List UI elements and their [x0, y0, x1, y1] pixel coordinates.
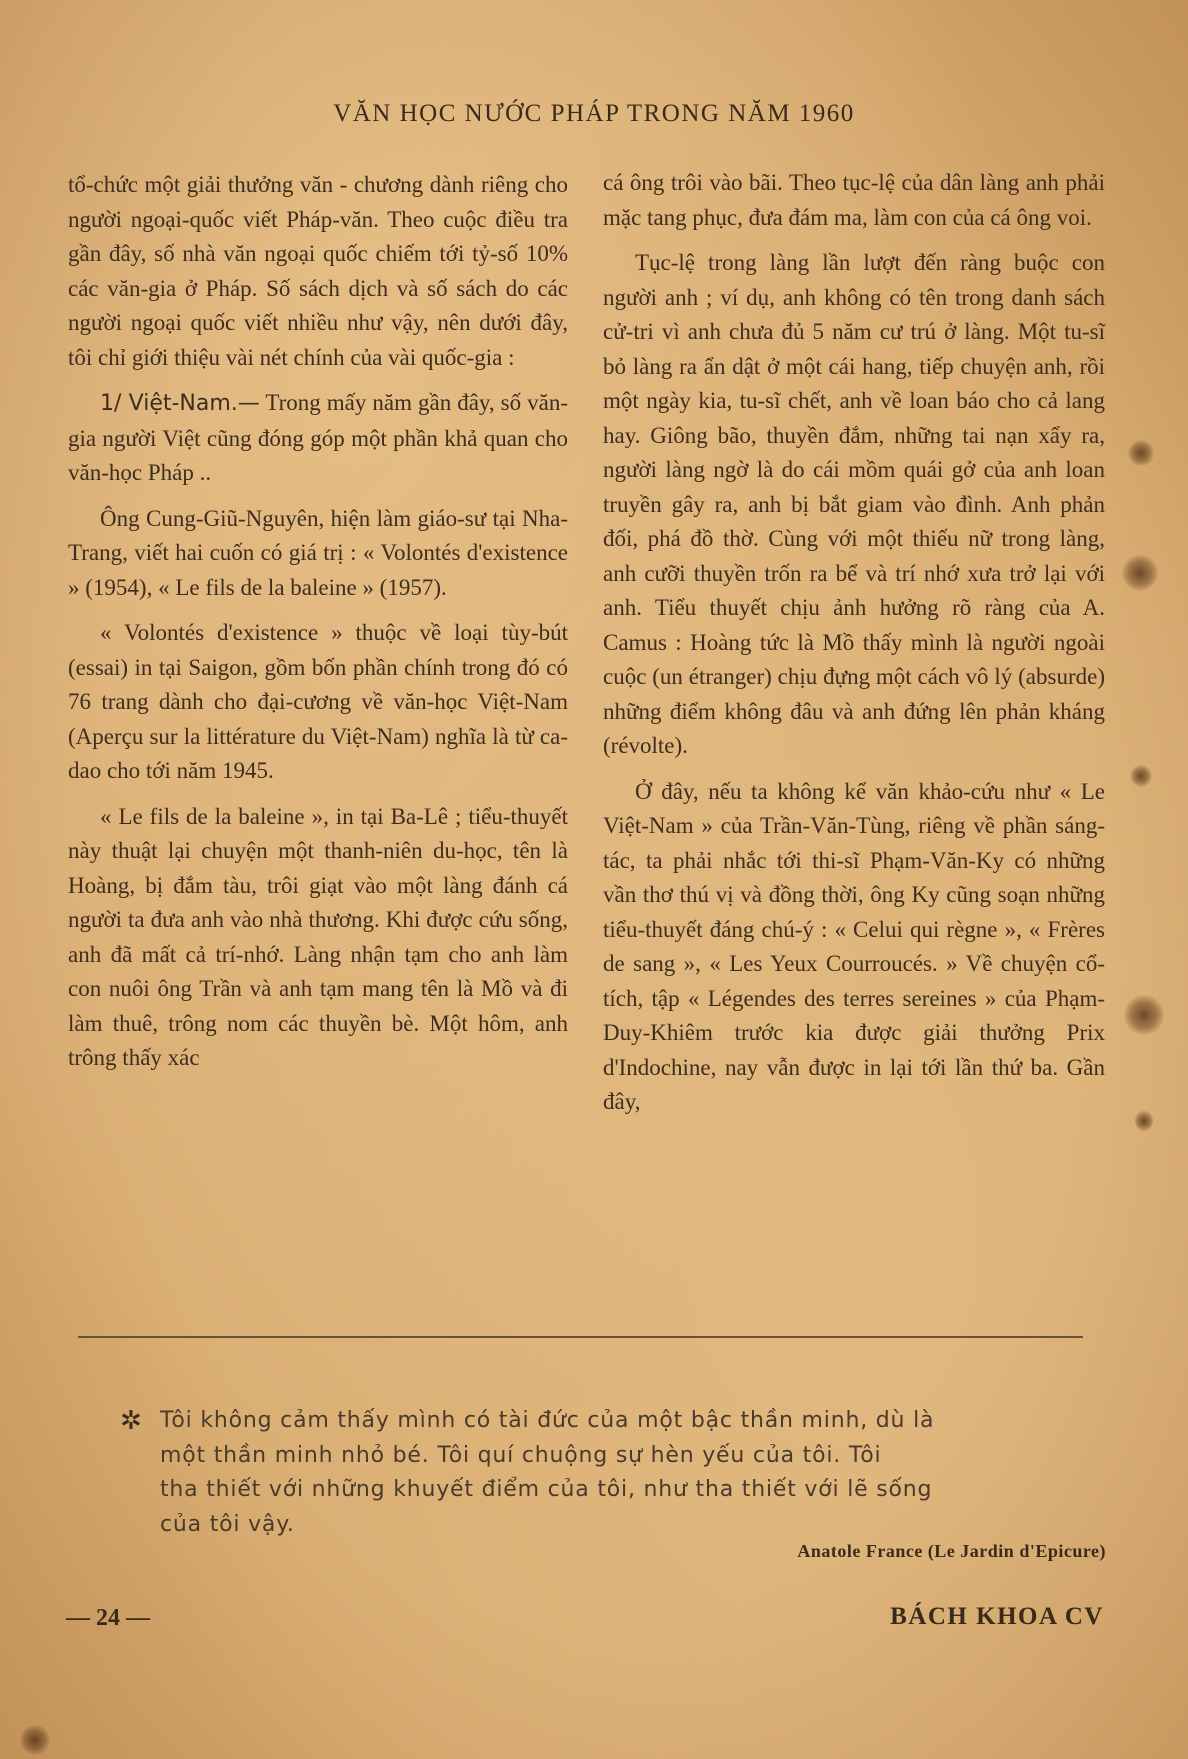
running-title: VĂN HỌC NƯỚC PHÁP TRONG NĂM 1960	[333, 100, 855, 127]
corner-stain	[20, 1725, 50, 1755]
paragraph: cá ông trôi vào bãi. Theo tục-lệ của dân làng anh phải mặc tang phục, đưa đám ma, làm con của cá ông voi.	[603, 170, 1105, 230]
hole-mark	[1128, 440, 1154, 466]
magazine-title: BÁCH KHOA CV	[890, 1603, 1104, 1630]
hole-mark	[1130, 765, 1152, 787]
paragraph-text: Trong mấy năm gần đây, số văn-gia người Việt cũng đóng góp một phần khả quan cho văn-học Pháp ..	[68, 390, 568, 485]
quote-attribution: Anatole France (Le Jardin d'Epicure)	[797, 1541, 1106, 1561]
quote-line: của tôi vậy.	[160, 1511, 295, 1537]
section-heading-paragraph	[68, 386, 568, 491]
paragraph: Ở đây, nếu ta không kể văn khảo-cứu như « Le Việt-Nam » của Trần-Văn-Tùng, riêng về phần sáng-tác, ta phải nhắc tới thi-sĩ Phạm-Văn-Ky có những vần thơ thú vị và đồng thời, ông Ky cũng soạn những tiểu-thuyết đáng chú-ý : « Celui qui règne », « Frères de sang », « Les Yeux Courroucés. » Về chuyện cổ-tích, tập « Légendes des terres sereines » của Phạm-Duy-Khiêm trước kia được giải thưởng Prix d'Indochine, nay vẫn được in lại tới lần thứ ba. Gần đây,	[603, 778, 1105, 1114]
asterisk-icon: ✲	[120, 1406, 143, 1436]
paragraph: tổ-chức một giải thưởng văn - chương dành riêng cho người ngoại-quốc viết Pháp-văn. Theo cuộc điều tra gần đây, số nhà văn ngoại quốc chiếm tới tỷ-số 10% các văn-gia ở Pháp. Số sách dịch và số sách do các người ngoại quốc viết nhiều như vậy, nên dưới đây, tôi chỉ giới thiệu vài nét chính của vài quốc-gia :	[68, 172, 568, 370]
right-column	[603, 166, 1105, 1131]
section-lead: 1/ Việt-Nam.—	[100, 391, 260, 416]
hole-mark	[1135, 1110, 1153, 1132]
left-column	[68, 168, 568, 1087]
paragraph: Ông Cung-Giũ-Nguyên, hiện làm giáo-sư tại Nha-Trang, viết hai cuốn có giá trị : « Volontés d'existence » (1954), « Le fils de la baleine » (1957).	[68, 505, 568, 600]
hole-mark	[1122, 555, 1158, 591]
epigraph-quote	[60, 1404, 1105, 1542]
separator-rule	[78, 1336, 1083, 1338]
quote-line: ✲ Tôi không cảm thấy mình có tài đức của một bậc thần minh, dù là	[60, 1404, 1105, 1439]
paragraph: « Volontés d'existence » thuộc về loại tùy-bút (essai) in tại Saigon, gồm bốn phần chính trong đó có 76 trang dành cho đại-cương về văn-học Việt-Nam (Aperçu sur la littérature du Việt-Nam) nghĩa là từ ca-dao cho tới năm 1945.	[68, 620, 568, 783]
quote-line: một thần minh nhỏ bé. Tôi quí chuộng sự hèn yếu của tôi. Tôi	[160, 1442, 882, 1468]
hole-mark	[1124, 995, 1164, 1035]
paragraph: « Le fils de la baleine », in tại Ba-Lê ; tiểu-thuyết này thuật lại chuyện một thanh-niên du-học, tên là Hoàng, bị đắm tàu, trôi giạt vào một làng đánh cá người ta đưa anh vào nhà thương. Khi được cứu sống, anh đã mất cả trí-nhớ. Làng nhận tạm cho anh làm con nuôi ông Trần và anh tạm mang tên là Mồ và đi làm thuê, trông nom các thuyền bè. Một hôm, anh trông thấy xác	[68, 803, 568, 1070]
quote-line: tha thiết với những khuyết điểm của tôi, như tha thiết với lẽ sống	[160, 1477, 933, 1502]
page-number: — 24 —	[66, 1605, 150, 1631]
paragraph: Tục-lệ trong làng lần lượt đến ràng buộc con người anh ; ví dụ, anh không có tên trong danh sách cử-tri vì anh chưa đủ 5 năm cư trú ở làng. Một tu-sĩ bỏ làng ra ẩn dật ở một cái hang, tiếp chuyện anh, rồi một ngày kia, tu-sĩ chết, anh về loan báo cho cả lang hay. Giông bão, thuyền đắm, những tai nạn xẩy ra, người làng ngờ là do cái mồm quái gở của anh loan truyền gây ra, anh bị bắt giam vào đình. Anh phản đối, phá đồ thờ. Cùng với một thiếu nữ trong làng, anh cưỡi thuyền trốn ra bể và trí nhớ xưa trở lại với anh. Tiểu thuyết chịu ảnh hưởng rõ ràng của A. Camus : Hoàng tức là Mồ thấy mình là người ngoài cuộc (un étranger) chịu đựng một cách vô lý (absurde) những điểm không đâu và anh đứng lên phản kháng (révolte).	[603, 250, 1105, 758]
